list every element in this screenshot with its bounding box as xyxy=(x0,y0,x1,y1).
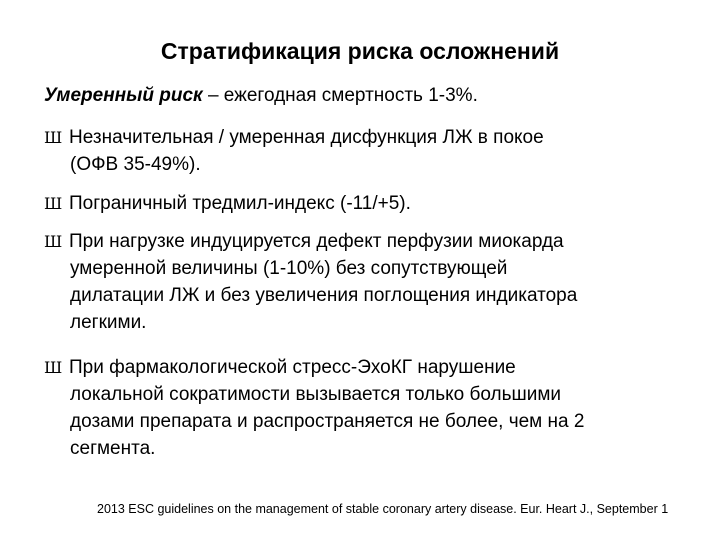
bullet-marker-icon: Ш xyxy=(44,194,63,213)
bullet-marker-icon: Ш xyxy=(44,128,63,147)
bullet-marker-icon: Ш xyxy=(44,232,63,251)
slide-title: Стратификация риска осложнений xyxy=(160,38,560,64)
bullet-line: дилатации ЛЖ и без увеличения поглощения индикатора xyxy=(70,285,578,306)
bullet-line: Пограничный тредмил-индекс (-11/+5). xyxy=(69,193,411,214)
bullet-line: При фармакологической стресс-ЭхоКГ нарушение xyxy=(69,357,516,378)
bullet-item xyxy=(44,124,694,178)
risk-level-subtitle xyxy=(44,84,478,108)
bullet-marker-icon: Ш xyxy=(44,358,63,377)
bullet-line: дозами препарата и распространяется не более, чем на 2 xyxy=(70,411,585,432)
bullet-line: легкими. xyxy=(70,312,147,333)
bullet-line: умеренной величины (1-10%) без сопутствующей xyxy=(70,258,508,279)
bullet-item xyxy=(44,354,694,462)
bullet-line: (ОФВ 35-49%). xyxy=(70,154,201,175)
bullet-line: Незначительная / умеренная дисфункция ЛЖ в покое xyxy=(69,127,544,148)
citation-footer: 2013 ESC guidelines on the management of stable coronary artery disease. Eur. Heart J., September 1 xyxy=(97,502,669,516)
bullet-line: При нагрузке индуцируется дефект перфузии миокарда xyxy=(69,231,564,252)
bullet-line: локальной сократимости вызывается только большими xyxy=(70,384,562,405)
bullet-line: сегмента. xyxy=(70,438,156,459)
bullet-item xyxy=(44,228,694,336)
bullet-item xyxy=(44,190,694,217)
risk-level-description: – ежегодная смертность 1-3%. xyxy=(202,85,478,106)
risk-level-label: Умеренный риск xyxy=(44,85,203,106)
